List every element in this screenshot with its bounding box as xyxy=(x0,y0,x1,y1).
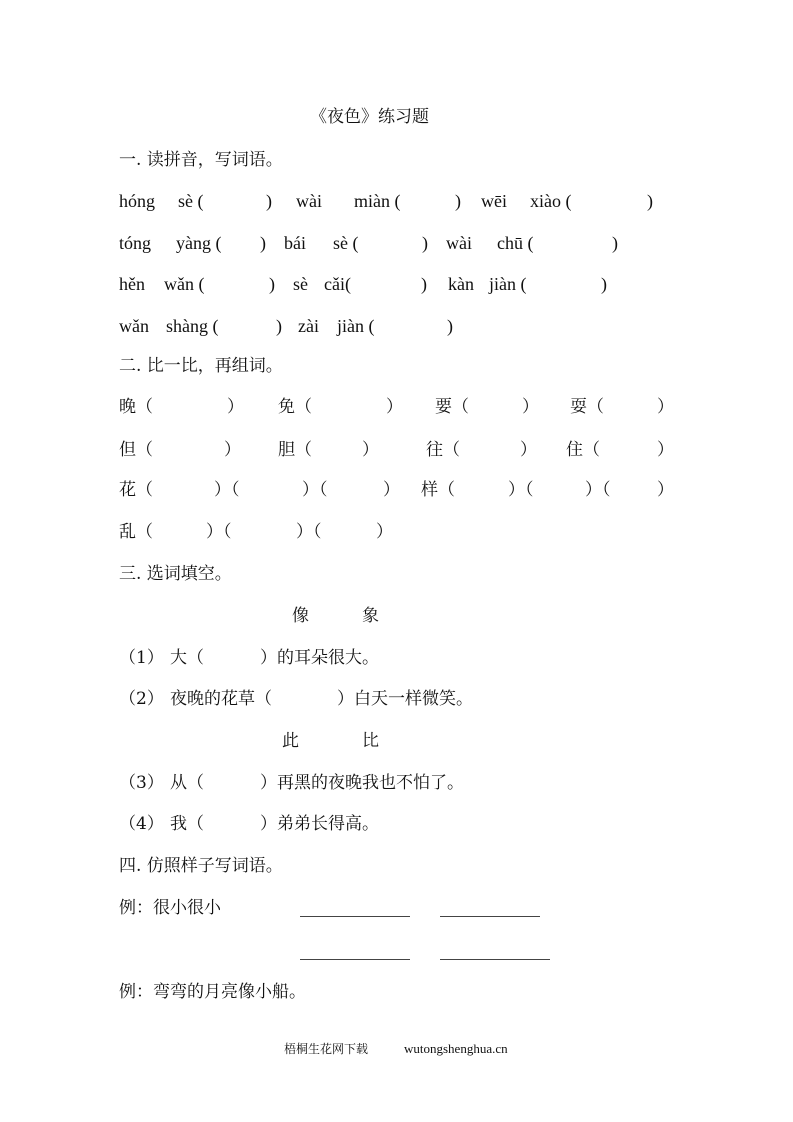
section-2-heading: 二. 比一比，再组词。 xyxy=(119,356,283,376)
pinyin-syllable: shàng ( xyxy=(166,316,219,336)
answer-blank-close[interactable]: ) xyxy=(601,274,607,294)
char-prompt: 耍（ xyxy=(570,397,604,417)
word-choice: 象 xyxy=(362,606,379,626)
pinyin-syllable: wài xyxy=(446,233,472,253)
pinyin-syllable: chū ( xyxy=(497,233,534,253)
pinyin-syllable: miàn ( xyxy=(354,191,401,211)
answer-blank-close[interactable]: ） xyxy=(376,522,393,542)
answer-blank-close[interactable]: ) xyxy=(421,274,427,294)
word-choice: 此 xyxy=(282,731,299,751)
answer-blank-close[interactable]: ） xyxy=(522,397,539,417)
question-text: ）再黑的夜晚我也不怕了。 xyxy=(260,773,464,793)
answer-line[interactable] xyxy=(300,959,410,960)
answer-blank-close[interactable]: ）（ xyxy=(585,480,611,500)
question-text: ）的耳朵很大。 xyxy=(260,648,379,668)
char-prompt: 住（ xyxy=(566,440,600,460)
question-text: 夜晚的花草（ xyxy=(170,689,272,709)
question-number: （3） xyxy=(119,773,164,793)
char-prompt: 样（ xyxy=(421,480,455,500)
char-prompt: 免（ xyxy=(278,397,312,417)
question-number: （1） xyxy=(119,648,164,668)
pinyin-syllable: wēi xyxy=(481,191,507,211)
answer-blank-close[interactable]: ）（ xyxy=(214,480,240,500)
pinyin-syllable: xiào ( xyxy=(530,191,572,211)
word-choice: 像 xyxy=(292,606,309,626)
question-number: （2） xyxy=(119,689,164,709)
pinyin-syllable: wǎn ( xyxy=(164,274,205,294)
pinyin-syllable: zài xyxy=(298,316,319,336)
answer-line[interactable] xyxy=(300,916,410,917)
question-text: ）白天一样微笑。 xyxy=(337,689,473,709)
pinyin-syllable: cǎi( xyxy=(324,274,351,294)
pinyin-syllable: kàn xyxy=(448,274,474,294)
pinyin-syllable: sè xyxy=(293,274,308,294)
answer-blank-close[interactable]: ） xyxy=(657,397,674,417)
answer-blank-close[interactable]: ）（ xyxy=(206,522,232,542)
answer-blank-close[interactable]: ) xyxy=(276,316,282,336)
answer-blank-close[interactable]: ) xyxy=(260,233,266,253)
example-1: 例：很小很小 xyxy=(119,898,221,918)
footer-site-name: 梧桐生花网下载 xyxy=(284,1042,369,1056)
answer-blank-close[interactable]: ） xyxy=(386,397,403,417)
answer-line[interactable] xyxy=(440,959,550,960)
question-number: （4） xyxy=(119,814,164,834)
char-prompt: 但（ xyxy=(119,440,153,460)
pinyin-syllable: yàng ( xyxy=(176,233,222,253)
word-choice: 比 xyxy=(362,731,379,751)
pinyin-syllable: wài xyxy=(296,191,322,211)
question-text: 从（ xyxy=(170,773,204,793)
pinyin-syllable: sè ( xyxy=(178,191,204,211)
answer-blank-close[interactable]: ） xyxy=(383,480,400,500)
pinyin-syllable: jiàn ( xyxy=(489,274,527,294)
question-text: ）弟弟长得高。 xyxy=(260,814,379,834)
pinyin-syllable: bái xyxy=(284,233,306,253)
char-prompt: 晚（ xyxy=(119,397,153,417)
pinyin-syllable: hóng xyxy=(119,191,155,211)
page-title: 《夜色》练习题 xyxy=(310,107,429,127)
answer-blank-close[interactable]: ） xyxy=(224,440,241,460)
section-4-heading: 四. 仿照样子写词语。 xyxy=(119,856,283,876)
char-prompt: 胆（ xyxy=(278,440,312,460)
char-prompt: 乱（ xyxy=(119,522,153,542)
answer-blank-close[interactable]: ) xyxy=(269,274,275,294)
answer-blank-close[interactable]: ) xyxy=(266,191,272,211)
answer-blank-close[interactable]: ） xyxy=(362,440,379,460)
answer-blank-close[interactable]: ) xyxy=(455,191,461,211)
char-prompt: 往（ xyxy=(426,440,460,460)
section-1-heading: 一. 读拼音，写词语。 xyxy=(119,150,283,170)
pinyin-syllable: wǎn xyxy=(119,316,149,336)
answer-blank-close[interactable]: ） xyxy=(657,480,674,500)
question-text: 大（ xyxy=(170,648,204,668)
answer-blank-close[interactable]: ）（ xyxy=(296,522,322,542)
pinyin-syllable: hěn xyxy=(119,274,145,294)
answer-blank-close[interactable]: ) xyxy=(422,233,428,253)
example-2: 例：弯弯的月亮像小船。 xyxy=(119,982,306,1002)
char-prompt: 要（ xyxy=(435,397,469,417)
answer-blank-close[interactable]: ）（ xyxy=(302,480,328,500)
footer-url[interactable]: wutongshenghua.cn xyxy=(404,1041,508,1056)
char-prompt: 花（ xyxy=(119,480,153,500)
answer-line[interactable] xyxy=(440,916,540,917)
answer-blank-close[interactable]: ） xyxy=(520,440,537,460)
answer-blank-close[interactable]: ）（ xyxy=(508,480,534,500)
answer-blank-close[interactable]: ） xyxy=(657,440,674,460)
answer-blank-close[interactable]: ) xyxy=(612,233,618,253)
pinyin-syllable: sè ( xyxy=(333,233,359,253)
section-3-heading: 三. 选词填空。 xyxy=(119,564,232,584)
question-text: 我（ xyxy=(170,814,204,834)
pinyin-syllable: tóng xyxy=(119,233,152,253)
answer-blank-close[interactable]: ) xyxy=(447,316,453,336)
pinyin-syllable: jiàn ( xyxy=(337,316,375,336)
answer-blank-close[interactable]: ） xyxy=(227,397,244,417)
answer-blank-close[interactable]: ) xyxy=(647,191,653,211)
